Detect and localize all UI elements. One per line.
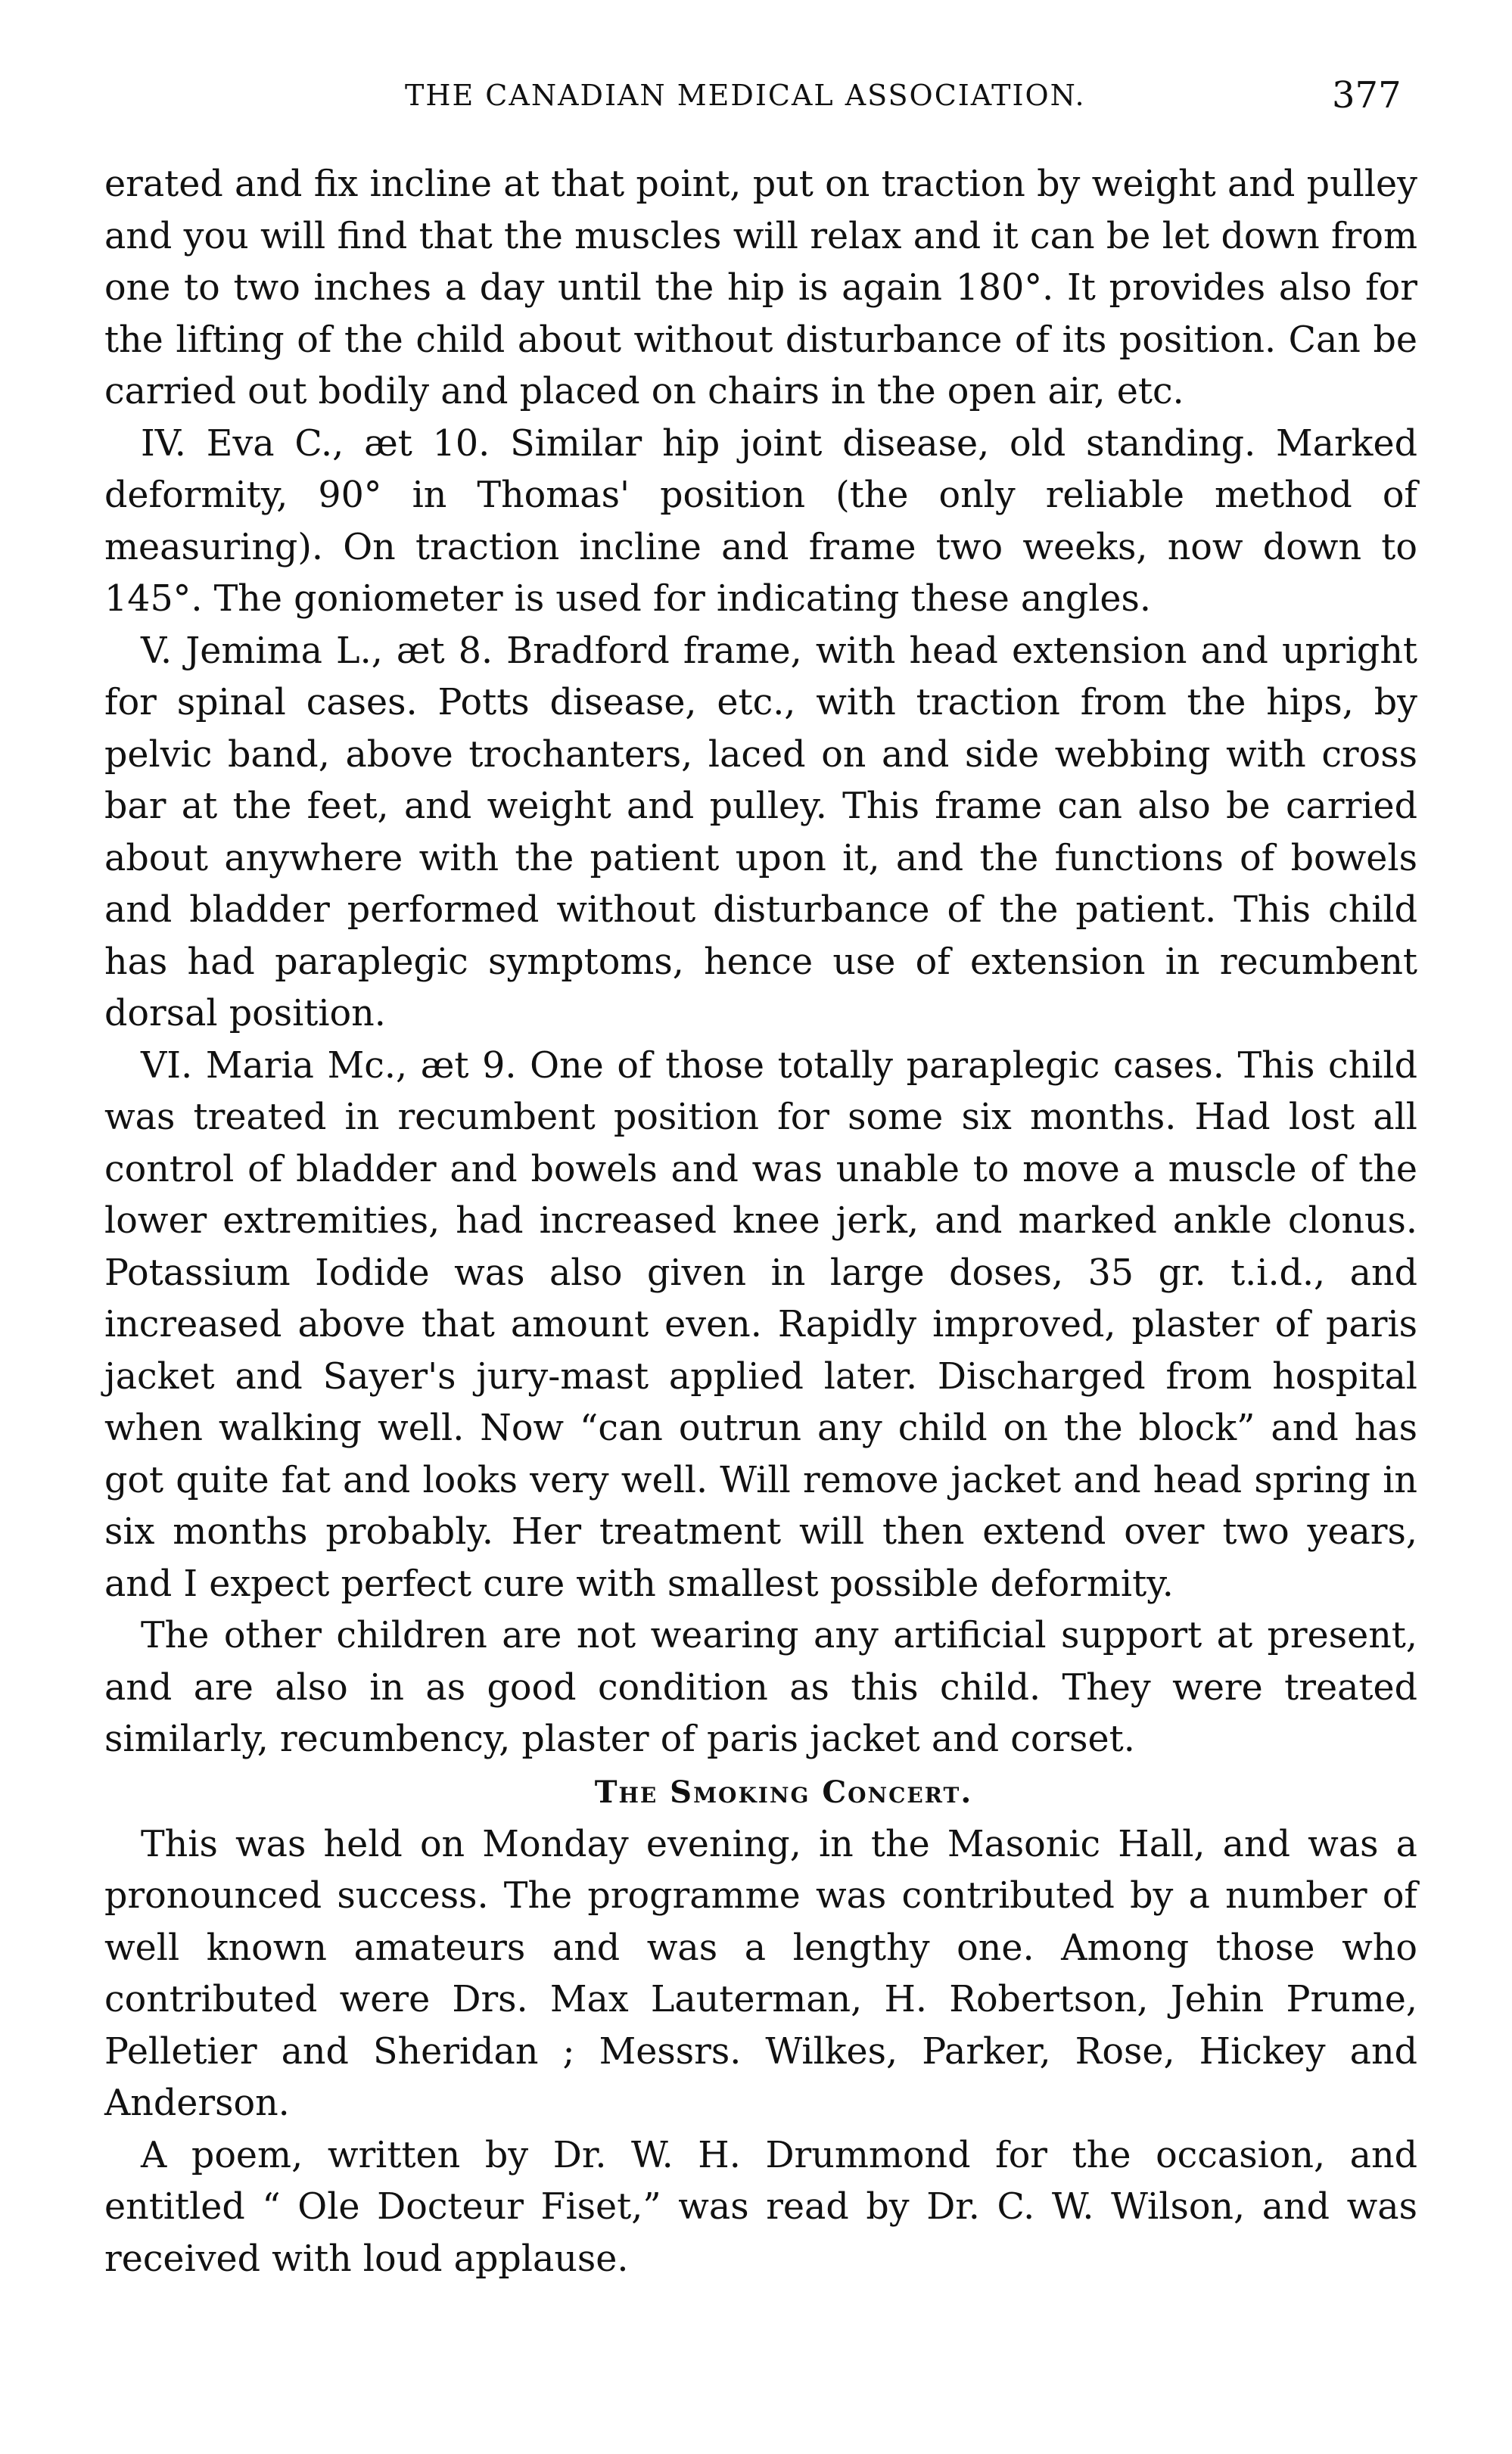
paragraph-case-iv: IV. Eva C., æt 10. Similar hip joint disease, old standing. Marked deformity, 90° in Thomas' position (the only reliable method of measuring). On traction incline and frame two weeks, now down to 145°. The goniometer is used for indicating these angles.	[104, 422, 1417, 620]
paragraph-case-vi: VI. Maria Mc., æt 9. One of those totally paraplegic cases. This child was treated in recumbent position for some six months. Had lost all control of bladder and bowels and was unable to move a muscle of the lower extremities, had increased knee jerk, and marked ankle clonus. Potassium Iodide was also given in large doses, 35 gr. t.i.d., and increased above that amount even. Rapidly improved, plaster of paris jacket and Sayer's jury-mast applied later. Discharged from hospital when walking well. Now “can outrun any child on the block” and has got quite fat and looks very well. Will remove jacket and head spring in six months probably. Her treatment will then extend over two years, and I expect perfect cure with smallest possible deformity.	[104, 1044, 1417, 1605]
paragraph-other-children: The other children are not wearing any artificial support at present, and are also in as good condition as this child. They were treated similarly, recumbency, plaster of paris jacket and corset.	[104, 1615, 1417, 1760]
paragraph-case-v: V. Jemima L., æt 8. Bradford frame, with head extension and upright for spinal cases. Potts disease, etc., with traction from the hips, by pelvic band, above trochanters, laced on and side webbing with cross bar at the feet, and weight and pulley. This frame can also be carried about anywhere with the patient upon it, and the functions of bowels and bladder performed without disturbance of the patient. This child has had paraplegic symptoms, hence use of extension in recumbent dorsal position.	[104, 630, 1417, 1034]
paragraph-poem: A poem, written by Dr. W. H. Drummond for the occasion, and entitled “ Ole Docteur Fiset,” was read by Dr. C. W. Wilson, and was received with loud applause.	[104, 2134, 1417, 2280]
section-heading: The Smoking Concert.	[594, 1774, 973, 1810]
running-header	[0, 74, 1512, 124]
running-title: THE CANADIAN MEDICAL ASSOCIATION.	[405, 79, 1086, 112]
body-text	[104, 159, 1417, 2285]
paragraph-continuation: erated and fix incline at that point, put on traction by weight and pulley and you will find that the muscles will relax and it can be let down from one to two inches a day until the hip is again 180°. It provides also for the lifting of the child about without disturbance of its position. Can be carried out bodily and placed on chairs in the open air, etc.	[104, 163, 1417, 412]
paragraph-smoking-concert: This was held on Monday evening, in the Masonic Hall, and was a pronounced success. The programme was contributed by a number of well known amateurs and was a lengthy one. Among those who contributed were Drs. Max Lauterman, H. Robertson, Jehin Prume, Pelletier and Sheridan ; Messrs. Wilkes, Parker, Rose, Hickey and Anderson.	[104, 1823, 1417, 2124]
page-number: 377	[1332, 74, 1402, 117]
